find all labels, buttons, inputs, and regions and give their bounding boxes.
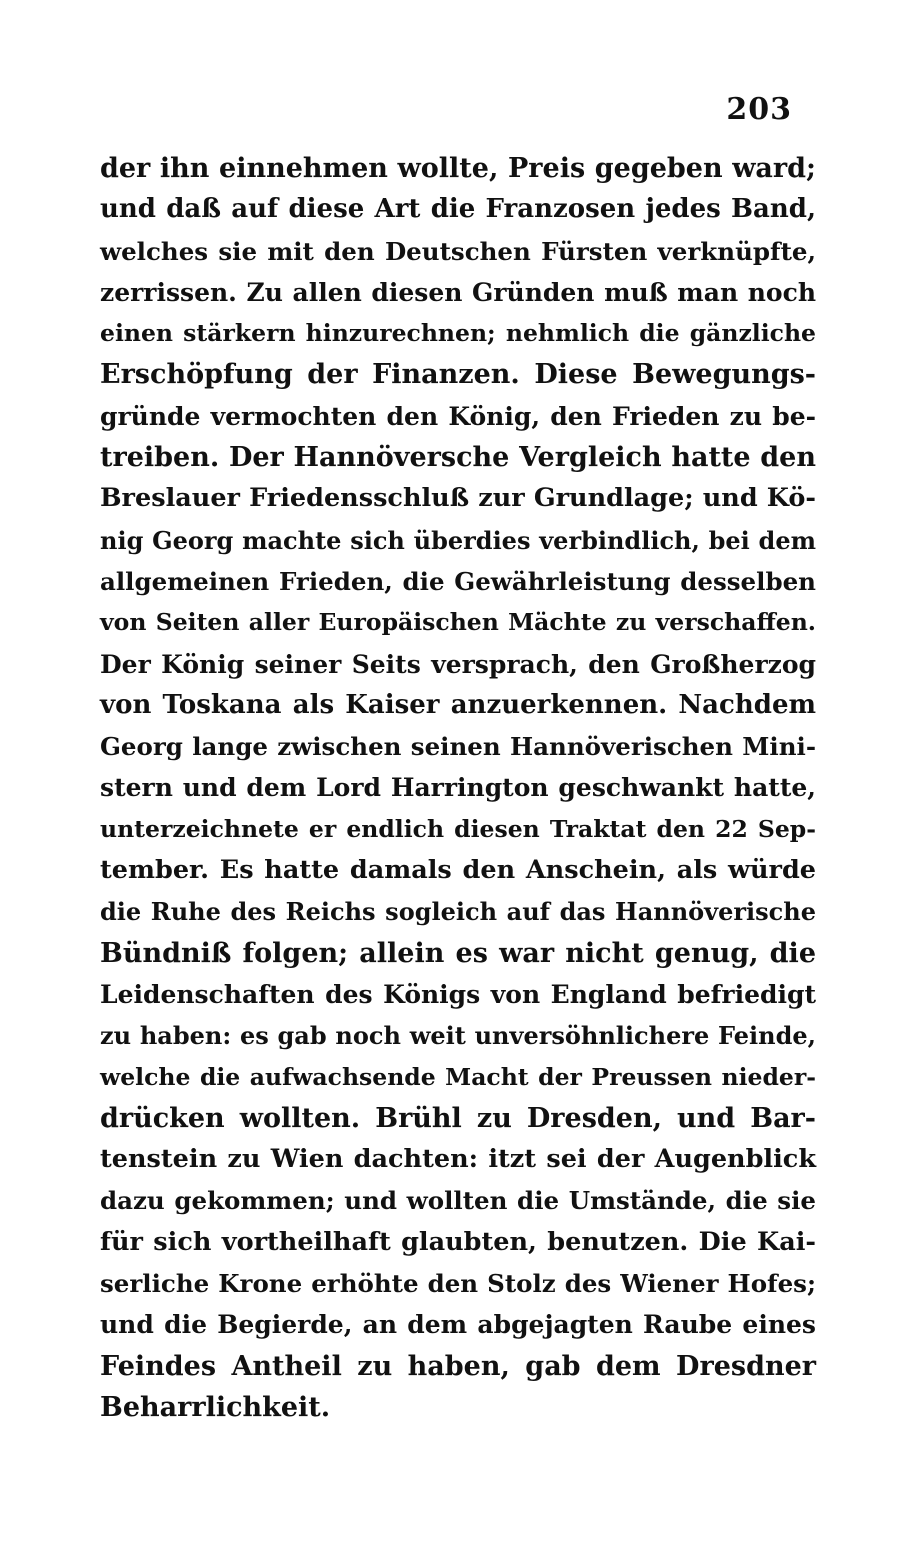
text-line: Erschöpfung der Finanzen. Diese Bewegungs- [100, 359, 816, 391]
page-number: 203 [726, 92, 792, 127]
text-line: welches sie mit den Deutschen Fürsten verknüpfte, [100, 236, 816, 266]
text-line: zu haben: es gab noch weit unversöhnlichere Feinde, [100, 1021, 816, 1051]
text-line: Georg lange zwischen seinen Hannöverischen Mini- [100, 732, 816, 762]
text-line: und die Begierde, an dem abgejagten Raube eines [100, 1310, 816, 1340]
text-line: und daß auf diese Art die Franzosen jedes Band, [100, 194, 816, 225]
text-line: die Ruhe des Reichs sogleich auf das Hannöverische [100, 897, 816, 927]
text-line: allgemeinen Frieden, die Gewährleistung desselben [100, 566, 816, 596]
text-line: unterzeichnete er endlich diesen Traktat den 22 Sep- [100, 814, 816, 843]
text-line: serliche Krone erhöhte den Stolz des Wiener Hofes; [100, 1269, 816, 1299]
text-line: Der König seiner Seits versprach, den Großherzog [100, 649, 816, 679]
text-line: drücken wollten. Brühl zu Dresden, und Bar- [100, 1102, 816, 1134]
text-line: der ihn einnehmen wollte, Preis gegeben ward; [100, 153, 816, 184]
text-line: tenstein zu Wien dachten: itzt sei der Augenblick [100, 1144, 816, 1175]
text-line: stern und dem Lord Harrington geschwankt hatte, [100, 773, 816, 803]
text-line: von Toskana als Kaiser anzuerkennen. Nachdem [100, 689, 816, 720]
text-line: zerrissen. Zu allen diesen Gründen muß man noch [100, 277, 816, 307]
text-line: Breslauer Friedensschluß zur Grundlage; und Kö- [100, 483, 816, 514]
text-line: von Seiten aller Europäischen Mächte zu verschaffen. [100, 608, 816, 637]
text-line: Leidenschaften des Königs von England befriedigt [100, 979, 816, 1009]
text-line: treiben. Der Hannöversche Vergleich hatte den [100, 442, 816, 474]
text-line: tember. Es hatte damals den Anschein, als würde [100, 855, 816, 886]
body-text [100, 148, 816, 1428]
text-line: nig Georg machte sich überdies verbindlich, bei dem [100, 525, 816, 555]
text-line: Beharrlichkeit. [100, 1391, 331, 1423]
text-line: welche die aufwachsende Macht der Preussen nieder- [100, 1062, 816, 1091]
text-line: Bündniß folgen; allein es war nicht genug, die [100, 937, 816, 969]
text-line: einen stärkern hinzurechnen; nehmlich die gänzliche [100, 319, 816, 348]
text-line: für sich vortheilhaft glaubten, benutzen. Die Kai- [100, 1226, 816, 1257]
text-line: Feindes Antheil zu haben, gab dem Dresdner [100, 1350, 816, 1382]
text-line: gründe vermochten den König, den Frieden zu be- [100, 401, 816, 431]
text-line: dazu gekommen; und wollten die Umstände, die sie [100, 1186, 816, 1216]
